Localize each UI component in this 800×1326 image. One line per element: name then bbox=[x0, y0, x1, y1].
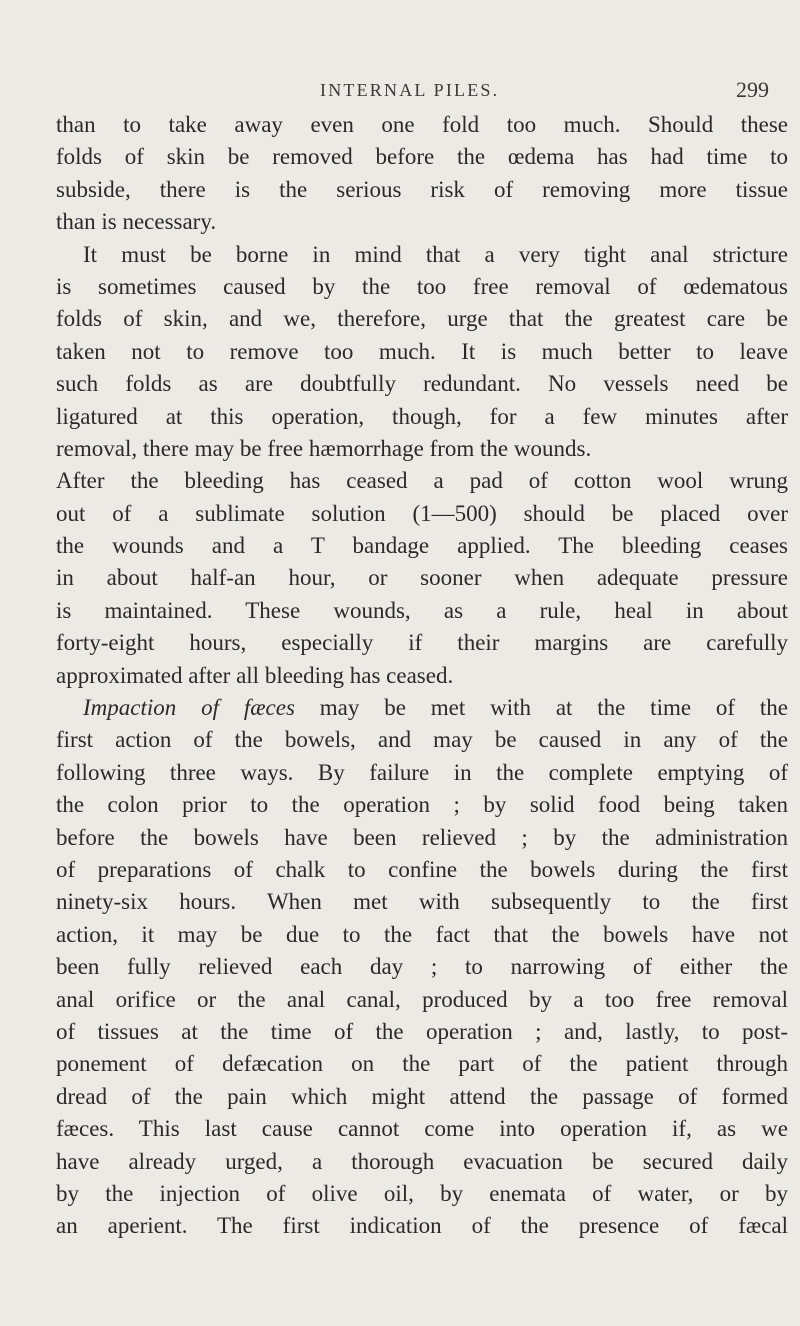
text-line: have already urged, a thorough evacuation be secured daily bbox=[56, 1148, 788, 1174]
text-line: removal, there may be free hæmorrhage from the wounds. bbox=[56, 435, 592, 461]
text-line: before the bowels have been relieved ; by the administration bbox=[56, 824, 788, 850]
text-line: anal orifice or the anal canal, produced by a too free removal bbox=[56, 986, 788, 1012]
text-line: following three ways. By failure in the complete emptying of bbox=[56, 759, 788, 785]
text-line: forty-eight hours, especially if their margins are carefully bbox=[56, 630, 788, 656]
text-line: subside, there is the serious risk of removing more tissue bbox=[56, 176, 788, 202]
text-line: in about half-an hour, or sooner when adequate pressure bbox=[56, 565, 788, 591]
text-line: dread of the pain which might attend the passage of formed bbox=[56, 1083, 788, 1109]
text-line: approximated after all bleeding has ceased. bbox=[56, 662, 454, 688]
italic-lead-phrase: Impaction of fæces bbox=[83, 695, 295, 721]
text-line: action, it may be due to the fact that the bowels have not bbox=[56, 921, 788, 947]
running-header bbox=[0, 77, 800, 106]
text-line: taken not to remove too much. It is much better to leave bbox=[56, 338, 788, 364]
text-line: of tissues at the time of the operation ; and, lastly, to post- bbox=[56, 1018, 788, 1044]
text-line: After the bleeding has ceased a pad of cotton wool wrung bbox=[56, 468, 788, 494]
paragraph-first-line bbox=[56, 692, 788, 724]
text-line: been fully relieved each day ; to narrowing of either the bbox=[56, 954, 788, 980]
text-line: is maintained. These wounds, as a rule, heal in about bbox=[56, 597, 788, 623]
text-line: folds of skin be removed before the œdema has had time to bbox=[56, 144, 788, 170]
text-line: such folds as are doubtfully redundant. No vessels need be bbox=[56, 371, 788, 397]
text-line: the colon prior to the operation ; by solid food being taken bbox=[56, 792, 788, 818]
text-line: by the injection of olive oil, by enemata of water, or by bbox=[56, 1180, 788, 1206]
text-line: than to take away even one fold too much. Should these bbox=[56, 112, 788, 137]
text-line: is sometimes caused by the too free removal of œdematous bbox=[56, 273, 788, 299]
page-number: 299 bbox=[736, 77, 769, 102]
text-line: of preparations of chalk to confine the bowels during the first bbox=[56, 856, 788, 882]
body-text bbox=[56, 109, 788, 1243]
text-line: ligatured at this operation, though, for a few minutes after bbox=[56, 403, 788, 429]
text-line: ninety-six hours. When met with subsequently to the first bbox=[56, 889, 788, 915]
running-title: INTERNAL PILES. bbox=[320, 80, 500, 100]
text-line: ponement of defæcation on the part of the patient through bbox=[56, 1051, 788, 1077]
text-line: the wounds and a T bandage applied. The bleeding ceases bbox=[56, 533, 788, 559]
text-line: out of a sublimate solution (1—500) should be placed over bbox=[56, 500, 788, 526]
text-run: may be met with at the time of the bbox=[294, 695, 789, 721]
text-line: folds of skin, and we, therefore, urge that the greatest care be bbox=[56, 306, 788, 332]
text-line: fæces. This last cause cannot come into operation if, as we bbox=[56, 1116, 788, 1142]
text-line: than is necessary. bbox=[56, 209, 217, 235]
paragraph-first-line: It must be borne in mind that a very tight anal stricture bbox=[83, 241, 788, 267]
text-line: first action of the bowels, and may be caused in any of the bbox=[56, 727, 788, 753]
text-line: an aperient. The first indication of the presence of fæcal bbox=[56, 1213, 788, 1239]
